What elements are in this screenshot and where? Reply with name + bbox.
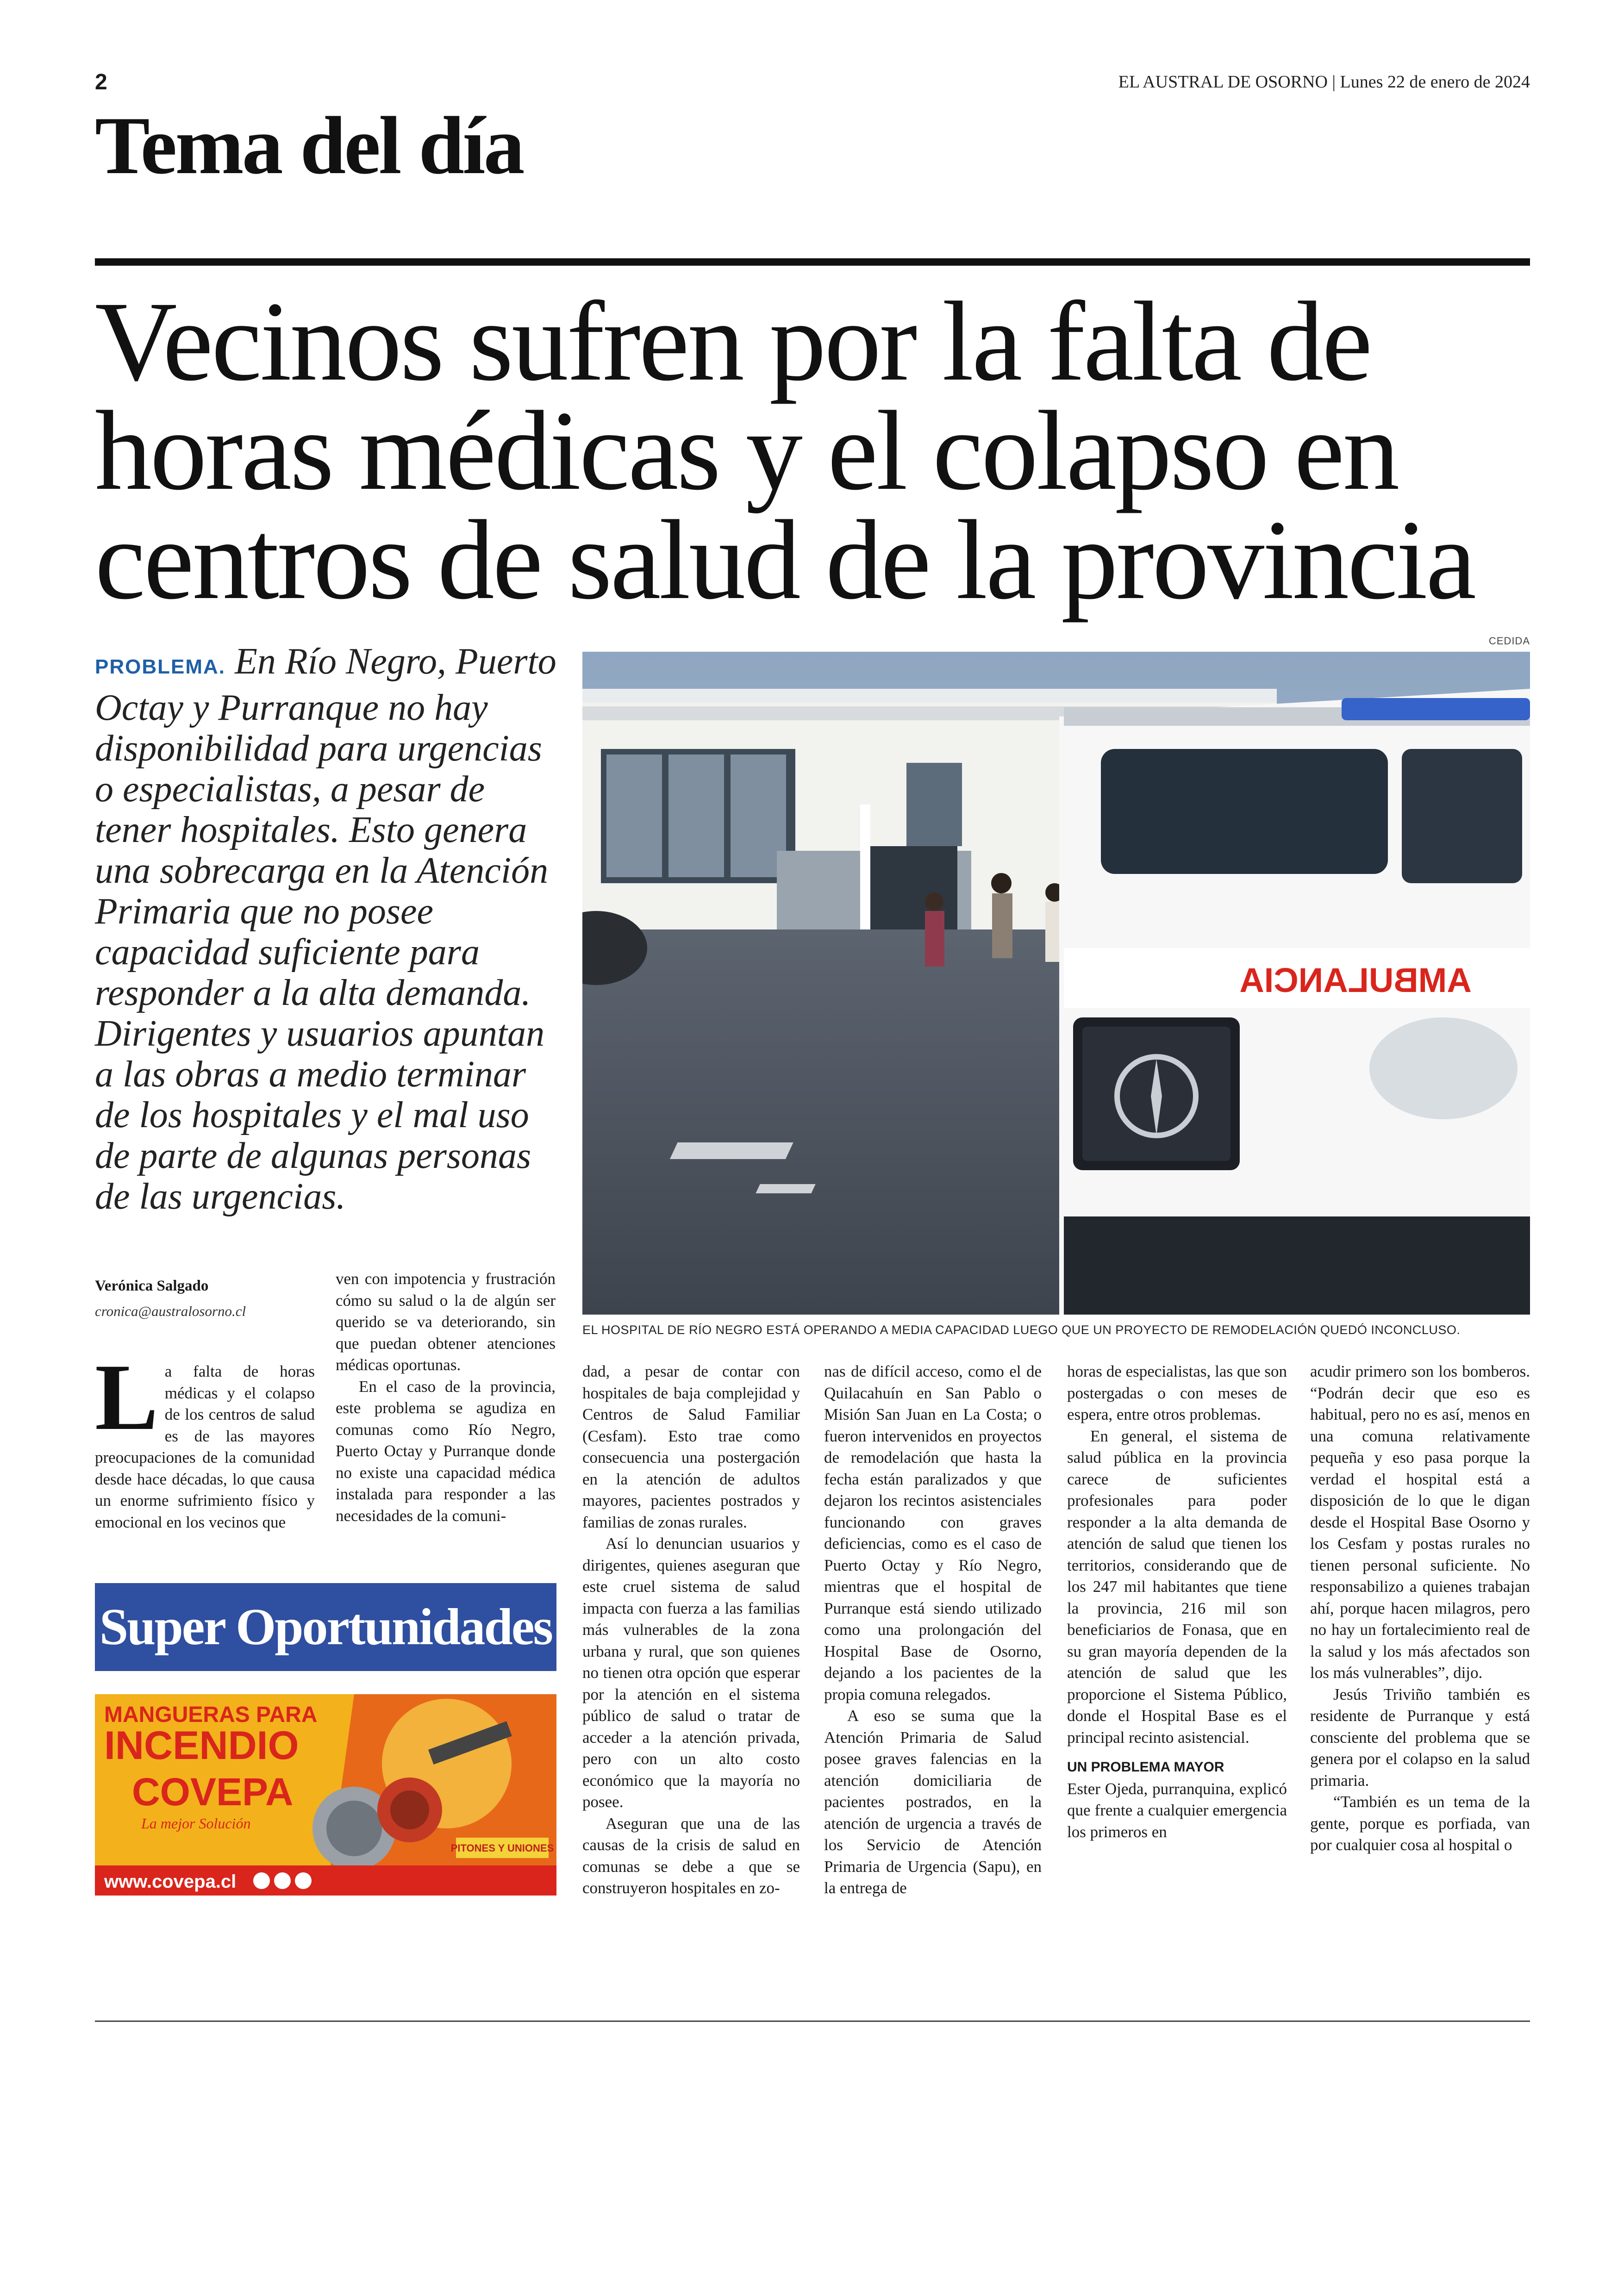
column-paragraph: “También es un tema de la gente, porque es porfiada, van por cualquier cosa al hospital o <box>1310 1793 1530 1854</box>
article-column-2 <box>336 1268 556 1527</box>
article-column-6 <box>1310 1361 1530 1856</box>
column-paragraph: a falta de horas médicas y el colapso de los centros de salud es de las mayores preocupaciones de la comunidad desde hace décadas, lo que causa un enorme sufrimiento físico y emocional en los vecinos que <box>95 1362 315 1531</box>
ad-brand: COVEPA <box>132 1770 294 1814</box>
ad-badge: PITONES Y UNIONES <box>450 1842 554 1854</box>
article-column-3 <box>582 1361 800 1899</box>
bottom-rule <box>95 2021 1530 2022</box>
article-lede <box>95 641 558 1217</box>
hospital-photo-illustration <box>582 652 1530 1315</box>
covepa-ad[interactable] <box>95 1694 556 1896</box>
header-rule <box>95 258 1530 266</box>
newspaper-folio: EL AUSTRAL DE OSORNO | Lunes 22 de enero de 2024 <box>1118 72 1530 92</box>
super-oportunidades-banner[interactable]: Super Oportunidades <box>95 1583 556 1671</box>
covepa-ad-artwork <box>95 1694 556 1896</box>
column-paragraph: A eso se suma que la Atención Primaria de Salud posee graves falencias en la atención domiciliaria de pacientes postrados, en la atención de urgencia a través de los Servicio de Atención Primaria de Urgencia (Sapu), en la entrega de <box>824 1707 1042 1897</box>
article-column-1 <box>95 1345 315 1533</box>
facebook-icon <box>253 1872 270 1889</box>
photo-credit: CEDIDA <box>1488 635 1530 647</box>
drop-cap: L <box>95 1345 158 1450</box>
photo-caption: EL HOSPITAL DE RÍO NEGRO ESTÁ OPERANDO A MEDIA CAPACIDAD LUEGO QUE UN PROYECTO DE REMODELACIÓN QUEDÓ INCONCLUSO. <box>582 1323 1461 1337</box>
column-paragraph: horas de especialistas, las que son postergadas o con meses de espera, entre otros problemas. <box>1067 1362 1287 1423</box>
page-number: 2 <box>95 70 107 94</box>
column-paragraph: acudir primero son los bomberos. “Podrán decir que eso es habitual, pero no es así, menos en una comuna relativamente pequeña y eso pasa porque la verdad el hospital está a disposición de lo que le digan desde el Hospital Base Osorno y los Cesfam y postas rurales no tienen personal suficiente. No responsabilizo a quienes trabajan ahí, porque hacen milagros, pero no hay un fortalecimiento real de la salud y los más afectados son los más vulnerables”, dijo. <box>1310 1362 1530 1682</box>
column-paragraph: Jesús Triviño también es residente de Purranque y está consciente del problema que se genera por el colapso en la salud primaria. <box>1310 1685 1530 1790</box>
column-paragraph: En general, el sistema de salud pública en la provincia carece de suficientes profesionales para poder responder a la alta demanda de atención de salud que tienen los territorios, considerando que de los 247 mil habitantes que tiene la provincia, 216 mil son beneficiarios de Fonasa, que en su gran mayoría dependen de la atención de salud que les proporcione el Sistema Público, donde el Hospital Base es el principal recinto asistencial. <box>1067 1427 1287 1746</box>
lede-tag: PROBLEMA. <box>95 655 225 678</box>
instagram-icon <box>274 1872 291 1889</box>
ad-line-1: MANGUERAS PARA <box>104 1703 318 1727</box>
column-paragraph: Ester Ojeda, purranquina, explicó que frente a cualquier emergencia los primeros en <box>1067 1779 1287 1841</box>
ad-url: www.covepa.cl <box>104 1871 237 1892</box>
column-paragraph: Así lo denuncian usuarios y dirigentes, quienes aseguran que este cruel sistema de salud impacta con fuerza a las familias más vulnerables de la zona urbana y rural, que son quienes no tienen otra opción que esperar por la atención en el sistema público de salud o tratar de acceder a la atención privada, pero con un alto costo económico que la mayoría no posee. <box>582 1534 800 1811</box>
byline: Verónica Salgado <box>95 1278 209 1294</box>
ad-tagline: La mejor Solución <box>141 1815 251 1832</box>
ambulance-text: AMBULANCIA <box>1239 961 1472 999</box>
column-paragraph: nas de difícil acceso, como el de Quilacahuín en San Pablo o Misión San Juan en La Costa; o fueron intervenidos en proyectos de remodelación que hasta la fecha están paralizados y que dejaron los recintos asistenciales funcionando con graves deficiencias, como es el caso de Puerto Octay y Río Negro, mientras que el hospital de Purranque está siendo utilizado como una prolongación del Hospital Base de Osorno, dejando a los pacientes de la propia comuna relegados. <box>824 1362 1042 1703</box>
column-subhead: UN PROBLEMA MAYOR <box>1067 1759 1224 1775</box>
ad-line-2: INCENDIO <box>104 1723 299 1768</box>
column-paragraph: Aseguran que una de las causas de la crisis de salud en comunas se debe a que se construyeron hospitales en zo- <box>582 1814 800 1897</box>
article-column-4 <box>824 1361 1042 1899</box>
section-title: Tema del día <box>95 100 523 191</box>
article-headline: Vecinos sufren por la falta de horas médicas y el colapso en centros de salud de la provincia <box>95 279 1475 623</box>
hospital-photo <box>582 652 1530 1315</box>
column-paragraph: En el caso de la provincia, este problema se agudiza en comunas como Río Negro, Puerto Octay y Purranque donde no existe una capacidad médica instalada para responder a las necesidades de la comuni- <box>336 1377 556 1525</box>
linkedin-icon <box>295 1872 312 1889</box>
lede-text: En Río Negro, Puerto Octay y Purranque no hay disponibilidad para urgencias o especialistas, a pesar de tener hospitales. Esto genera una sobrecarga en la Atención Primaria que no posee capacidad suficiente para responder a la alta demanda. Dirigentes y usuarios apuntan a las obras a medio terminar de los hospitales y el mal uso de parte de algunas personas de las urgencias. <box>95 641 556 1217</box>
column-paragraph: dad, a pesar de contar con hospitales de baja complejidad y Centros de Salud Familiar (Cesfam). Esto trae como consecuencia una postergación en la atención de adultos mayores, pacientes postrados y familias de zonas rurales. <box>582 1362 800 1531</box>
author-email[interactable]: cronica@australosorno.cl <box>95 1303 246 1319</box>
article-column-5 <box>1067 1361 1287 1843</box>
column-paragraph: ven con impotencia y frustración cómo su salud o la de algún ser querido se va deteriorando, sin que puedan obtener atenciones médicas oportunas. <box>336 1270 556 1374</box>
